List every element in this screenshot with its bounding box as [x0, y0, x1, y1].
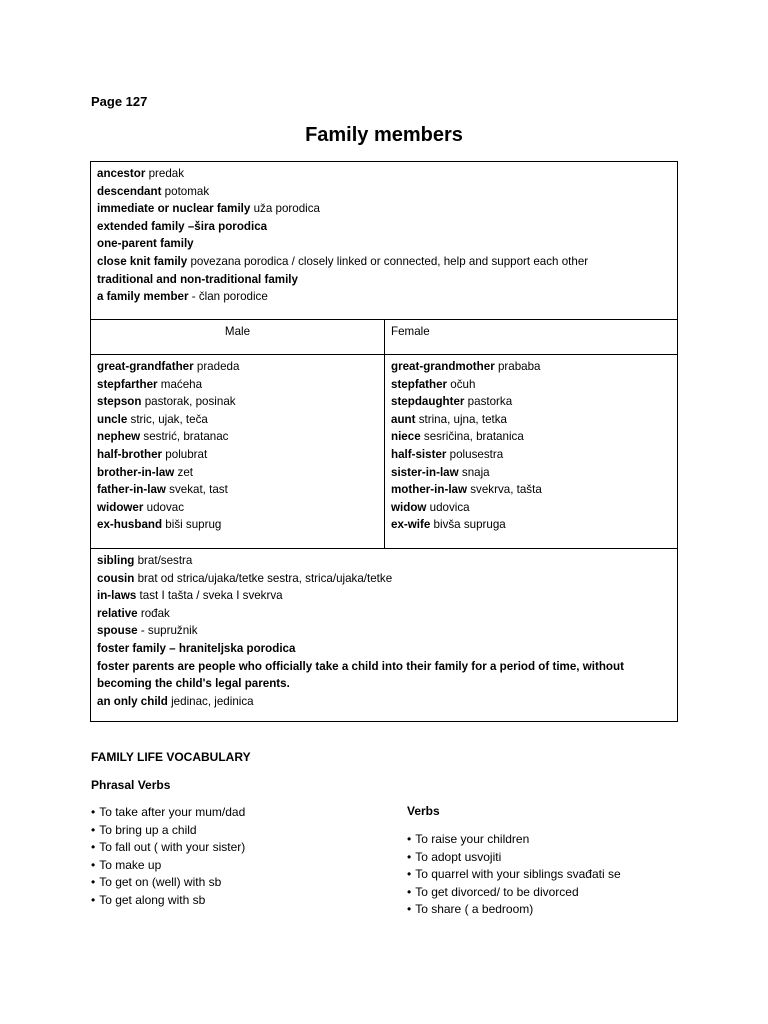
term-english: widow	[391, 500, 427, 514]
term-english: sibling	[97, 554, 135, 567]
female-terms-cell	[385, 355, 677, 548]
term-line	[391, 481, 671, 499]
term-english: relative	[97, 606, 138, 620]
term-english: in-laws	[97, 589, 137, 603]
term-translation: brat/sestra	[137, 554, 193, 567]
female-column-header: Female	[391, 325, 430, 338]
bullet-item: • To take after your mum/dad	[91, 804, 245, 822]
term-line	[97, 428, 378, 446]
other-terms-row	[91, 549, 677, 721]
bullet-item: • To fall out ( with your sister)	[91, 839, 245, 857]
bullet-item: • To make up	[91, 857, 245, 875]
term-english: foster parents are people who officially take a child into their family for a period of time, without	[97, 659, 624, 673]
term-translation: pastorak, posinak	[144, 395, 236, 409]
gender-terms-row	[91, 355, 677, 549]
term-translation: biši suprug	[165, 518, 222, 532]
phrasal-verbs-heading: Phrasal Verbs	[91, 778, 171, 792]
term-translation: maćeha	[160, 377, 203, 391]
bullet-item: • To adopt usvojiti	[407, 849, 621, 867]
term-translation: prababa	[497, 360, 541, 373]
term-line	[97, 675, 671, 693]
term-line	[391, 516, 671, 534]
term-translation: jedinac, jedinica	[171, 694, 254, 708]
term-english: half-sister	[391, 447, 447, 461]
term-english: great-grandmother	[391, 360, 495, 373]
bullet-item: • To share ( a bedroom)	[407, 901, 621, 919]
term-line	[391, 428, 671, 446]
term-line	[97, 499, 378, 517]
male-column-header: Male	[91, 320, 385, 354]
term-english: nephew	[97, 430, 141, 444]
term-line	[97, 605, 671, 623]
bullet-item: • To get along with sb	[91, 892, 245, 910]
term-line	[391, 499, 671, 517]
term-english: great-grandfather	[97, 360, 194, 373]
term-translation: očuh	[450, 377, 476, 391]
term-english: widower	[97, 500, 144, 514]
phrasal-verbs-list	[91, 804, 245, 909]
term-line	[97, 288, 671, 306]
term-line	[97, 587, 671, 605]
term-english: extended family –šira porodica	[97, 219, 268, 233]
term-line	[97, 183, 671, 201]
term-translation: snaja	[461, 465, 490, 479]
term-english: one-parent family	[97, 237, 194, 251]
term-line	[391, 393, 671, 411]
term-english: a family member	[97, 290, 189, 304]
term-english: immediate or nuclear family	[97, 202, 251, 216]
term-line	[97, 570, 671, 588]
term-line	[97, 200, 671, 218]
term-english: stepfarther	[97, 377, 158, 391]
term-english: father-in-law	[97, 483, 166, 497]
term-translation: udovac	[146, 500, 185, 514]
term-english: an only child	[97, 694, 168, 708]
term-line	[97, 376, 378, 394]
term-english: stepdaughter	[391, 395, 465, 409]
term-line	[97, 165, 671, 183]
term-line	[97, 481, 378, 499]
term-translation: uža porodica	[253, 202, 320, 216]
term-translation: tast I tašta / sveka I svekrva	[139, 589, 283, 603]
term-english: traditional and non-traditional family	[97, 272, 298, 286]
term-line	[97, 516, 378, 534]
term-english: brother-in-law	[97, 465, 175, 479]
term-translation: pastorka	[467, 395, 513, 409]
term-translation: sestrić, bratanac	[143, 430, 229, 444]
term-line	[97, 253, 671, 271]
term-translation: povezana porodica / closely linked or connected, help and support each other	[190, 254, 589, 268]
term-translation: svekrva, tašta	[470, 483, 542, 497]
term-english: ancestor	[97, 167, 146, 180]
male-terms-cell	[91, 355, 385, 548]
term-line	[97, 658, 671, 676]
term-translation: rođak	[140, 606, 170, 620]
term-english: descendant	[97, 184, 162, 198]
vocabulary-table	[90, 161, 678, 722]
verbs-heading: Verbs	[407, 804, 440, 818]
term-line	[391, 411, 671, 429]
term-translation: pradeda	[196, 360, 240, 373]
term-translation: svekat, tast	[169, 483, 228, 497]
term-line	[97, 446, 378, 464]
gender-header-row	[91, 320, 677, 355]
term-english: ex-wife	[391, 518, 431, 532]
term-english: ex-husband	[97, 518, 163, 532]
term-english: becoming the child's legal parents.	[97, 677, 290, 691]
term-english: close knit family	[97, 254, 188, 268]
term-line	[97, 693, 671, 711]
term-translation: stric, ujak, teča	[130, 412, 208, 426]
term-line	[391, 376, 671, 394]
term-translation: brat od strica/ujaka/tetke sestra, strica/ujaka/tetke	[137, 571, 393, 585]
term-translation: predak	[148, 167, 185, 180]
term-english: foster family – hraniteljska porodica	[97, 641, 296, 655]
term-translation: polusestra	[449, 447, 504, 461]
term-line	[97, 393, 378, 411]
term-line	[97, 622, 671, 640]
page-number: Page 127	[91, 94, 148, 109]
term-english: mother-in-law	[391, 483, 468, 497]
term-english: sister-in-law	[391, 465, 459, 479]
verbs-list	[407, 831, 621, 919]
term-line	[97, 271, 671, 289]
term-translation: udovica	[429, 500, 470, 514]
term-english: spouse	[97, 624, 138, 638]
term-line	[97, 552, 671, 570]
term-english: aunt	[391, 412, 416, 426]
term-line	[391, 358, 671, 376]
bullet-item: • To raise your children	[407, 831, 621, 849]
term-translation: strina, ujna, tetka	[418, 412, 508, 426]
term-translation: bivša supruga	[433, 518, 506, 532]
term-line	[391, 446, 671, 464]
bullet-item: • To quarrel with your siblings svađati se	[407, 866, 621, 884]
term-line	[97, 218, 671, 236]
term-line	[97, 411, 378, 429]
term-translation: sesričina, bratanica	[423, 430, 524, 444]
term-translation: potomak	[164, 184, 210, 198]
general-terms-row	[91, 162, 677, 320]
bullet-item: • To get on (well) with sb	[91, 874, 245, 892]
term-line	[97, 464, 378, 482]
term-english: uncle	[97, 412, 128, 426]
term-translation: zet	[177, 465, 193, 479]
bullet-item: • To bring up a child	[91, 822, 245, 840]
term-translation: - supružnik	[140, 624, 198, 638]
term-line	[97, 358, 378, 376]
section-heading: FAMILY LIFE VOCABULARY	[91, 750, 251, 764]
term-translation: - član porodice	[191, 290, 268, 304]
term-english: stepfather	[391, 377, 448, 391]
term-line	[97, 235, 671, 253]
term-line	[391, 464, 671, 482]
term-english: niece	[391, 430, 421, 444]
document-title: Family members	[305, 124, 463, 146]
term-english: stepson	[97, 395, 142, 409]
term-english: half-brother	[97, 447, 163, 461]
term-english: cousin	[97, 571, 135, 585]
term-line	[97, 640, 671, 658]
term-translation: polubrat	[165, 447, 208, 461]
bullet-item: • To get divorced/ to be divorced	[407, 884, 621, 902]
